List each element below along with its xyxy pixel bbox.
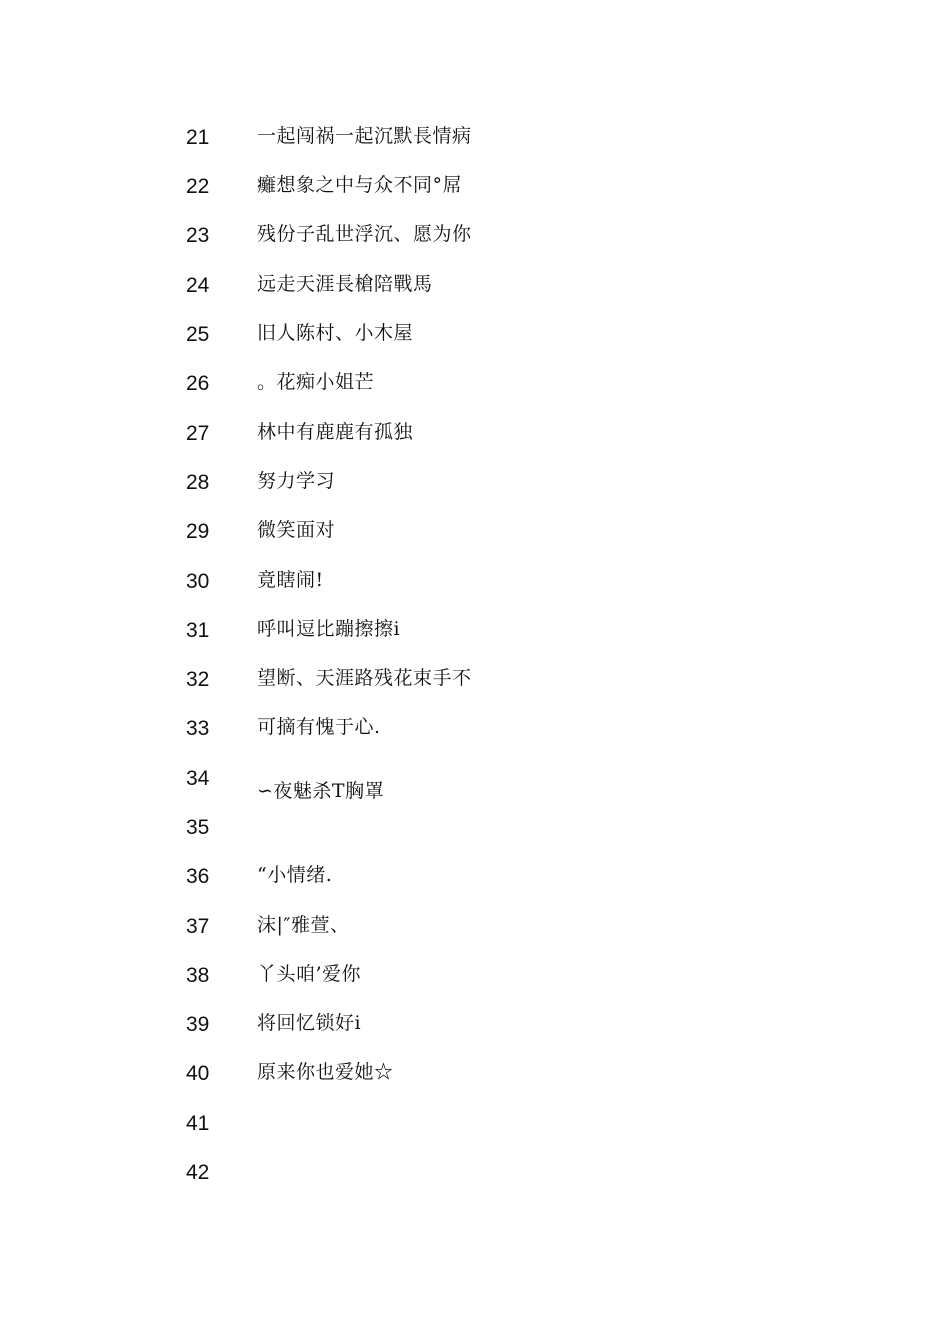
line-number: 26 [186, 372, 210, 395]
line-text: 微笑面对 [257, 519, 336, 541]
line-number: 41 [186, 1112, 210, 1135]
line-29 [0, 518, 950, 558]
line-number: 31 [186, 619, 210, 642]
line-number: 34 [186, 767, 210, 790]
line-number: 42 [186, 1161, 210, 1184]
line-text: 一起闯祸一起沉默長情病 [257, 125, 472, 147]
line-number: 40 [186, 1062, 210, 1085]
line-text: 将回忆锁好i [257, 1012, 362, 1034]
line-text: 沫|″雅萱、 [257, 914, 350, 936]
line-42 [0, 1159, 950, 1199]
line-text: 残份子乱世浮沉、愿为你 [257, 223, 472, 245]
line-number: 29 [186, 520, 210, 543]
line-number: 27 [186, 422, 210, 445]
line-text: 努力学习 [257, 470, 336, 492]
line-34 [0, 765, 950, 805]
line-37 [0, 913, 950, 953]
line-22 [0, 173, 950, 213]
line-text: ∽夜魅杀T胸罩 [257, 780, 385, 802]
line-number: 36 [186, 865, 210, 888]
line-number: 24 [186, 274, 210, 297]
line-number: 28 [186, 471, 210, 494]
line-number: 37 [186, 915, 210, 938]
line-23 [0, 222, 950, 262]
line-24 [0, 272, 950, 312]
line-number: 22 [186, 175, 210, 198]
line-38 [0, 962, 950, 1002]
line-31 [0, 617, 950, 657]
line-number: 21 [186, 126, 210, 149]
line-25 [0, 321, 950, 361]
line-28 [0, 469, 950, 509]
line-text: “小情绪. [257, 864, 333, 886]
line-text: 。花痴小姐芒 [257, 371, 375, 393]
line-39 [0, 1011, 950, 1051]
line-text: 林中有鹿鹿有孤独 [257, 421, 414, 443]
line-number: 35 [186, 816, 210, 839]
line-text: 旧人陈村、小木屋 [257, 322, 414, 344]
line-21 [0, 124, 950, 164]
line-text: 望断、天涯路残花束手不 [257, 667, 472, 689]
line-number: 33 [186, 717, 210, 740]
line-text: 丫头咱’爱你 [257, 963, 362, 985]
line-number: 23 [186, 224, 210, 247]
line-number: 39 [186, 1013, 210, 1036]
line-32 [0, 666, 950, 706]
line-30 [0, 568, 950, 608]
line-41 [0, 1110, 950, 1150]
line-number: 32 [186, 668, 210, 691]
line-text: 竟瞎闹! [257, 569, 324, 591]
line-text: 远走天涯長槍陪戰馬 [257, 273, 433, 295]
line-number: 30 [186, 570, 210, 593]
line-text: 呼叫逗比蹦擦擦i [257, 618, 401, 640]
line-text: 原来你也爱她☆ [257, 1061, 394, 1083]
line-number: 38 [186, 964, 210, 987]
line-26 [0, 370, 950, 410]
line-text: 癱想象之中与众不同°屌 [257, 174, 463, 196]
line-text: 可摘有愧于心. [257, 716, 381, 738]
line-27 [0, 420, 950, 460]
line-36 [0, 863, 950, 903]
line-35 [0, 814, 950, 854]
line-40 [0, 1060, 950, 1100]
line-33 [0, 715, 950, 755]
line-number: 25 [186, 323, 210, 346]
